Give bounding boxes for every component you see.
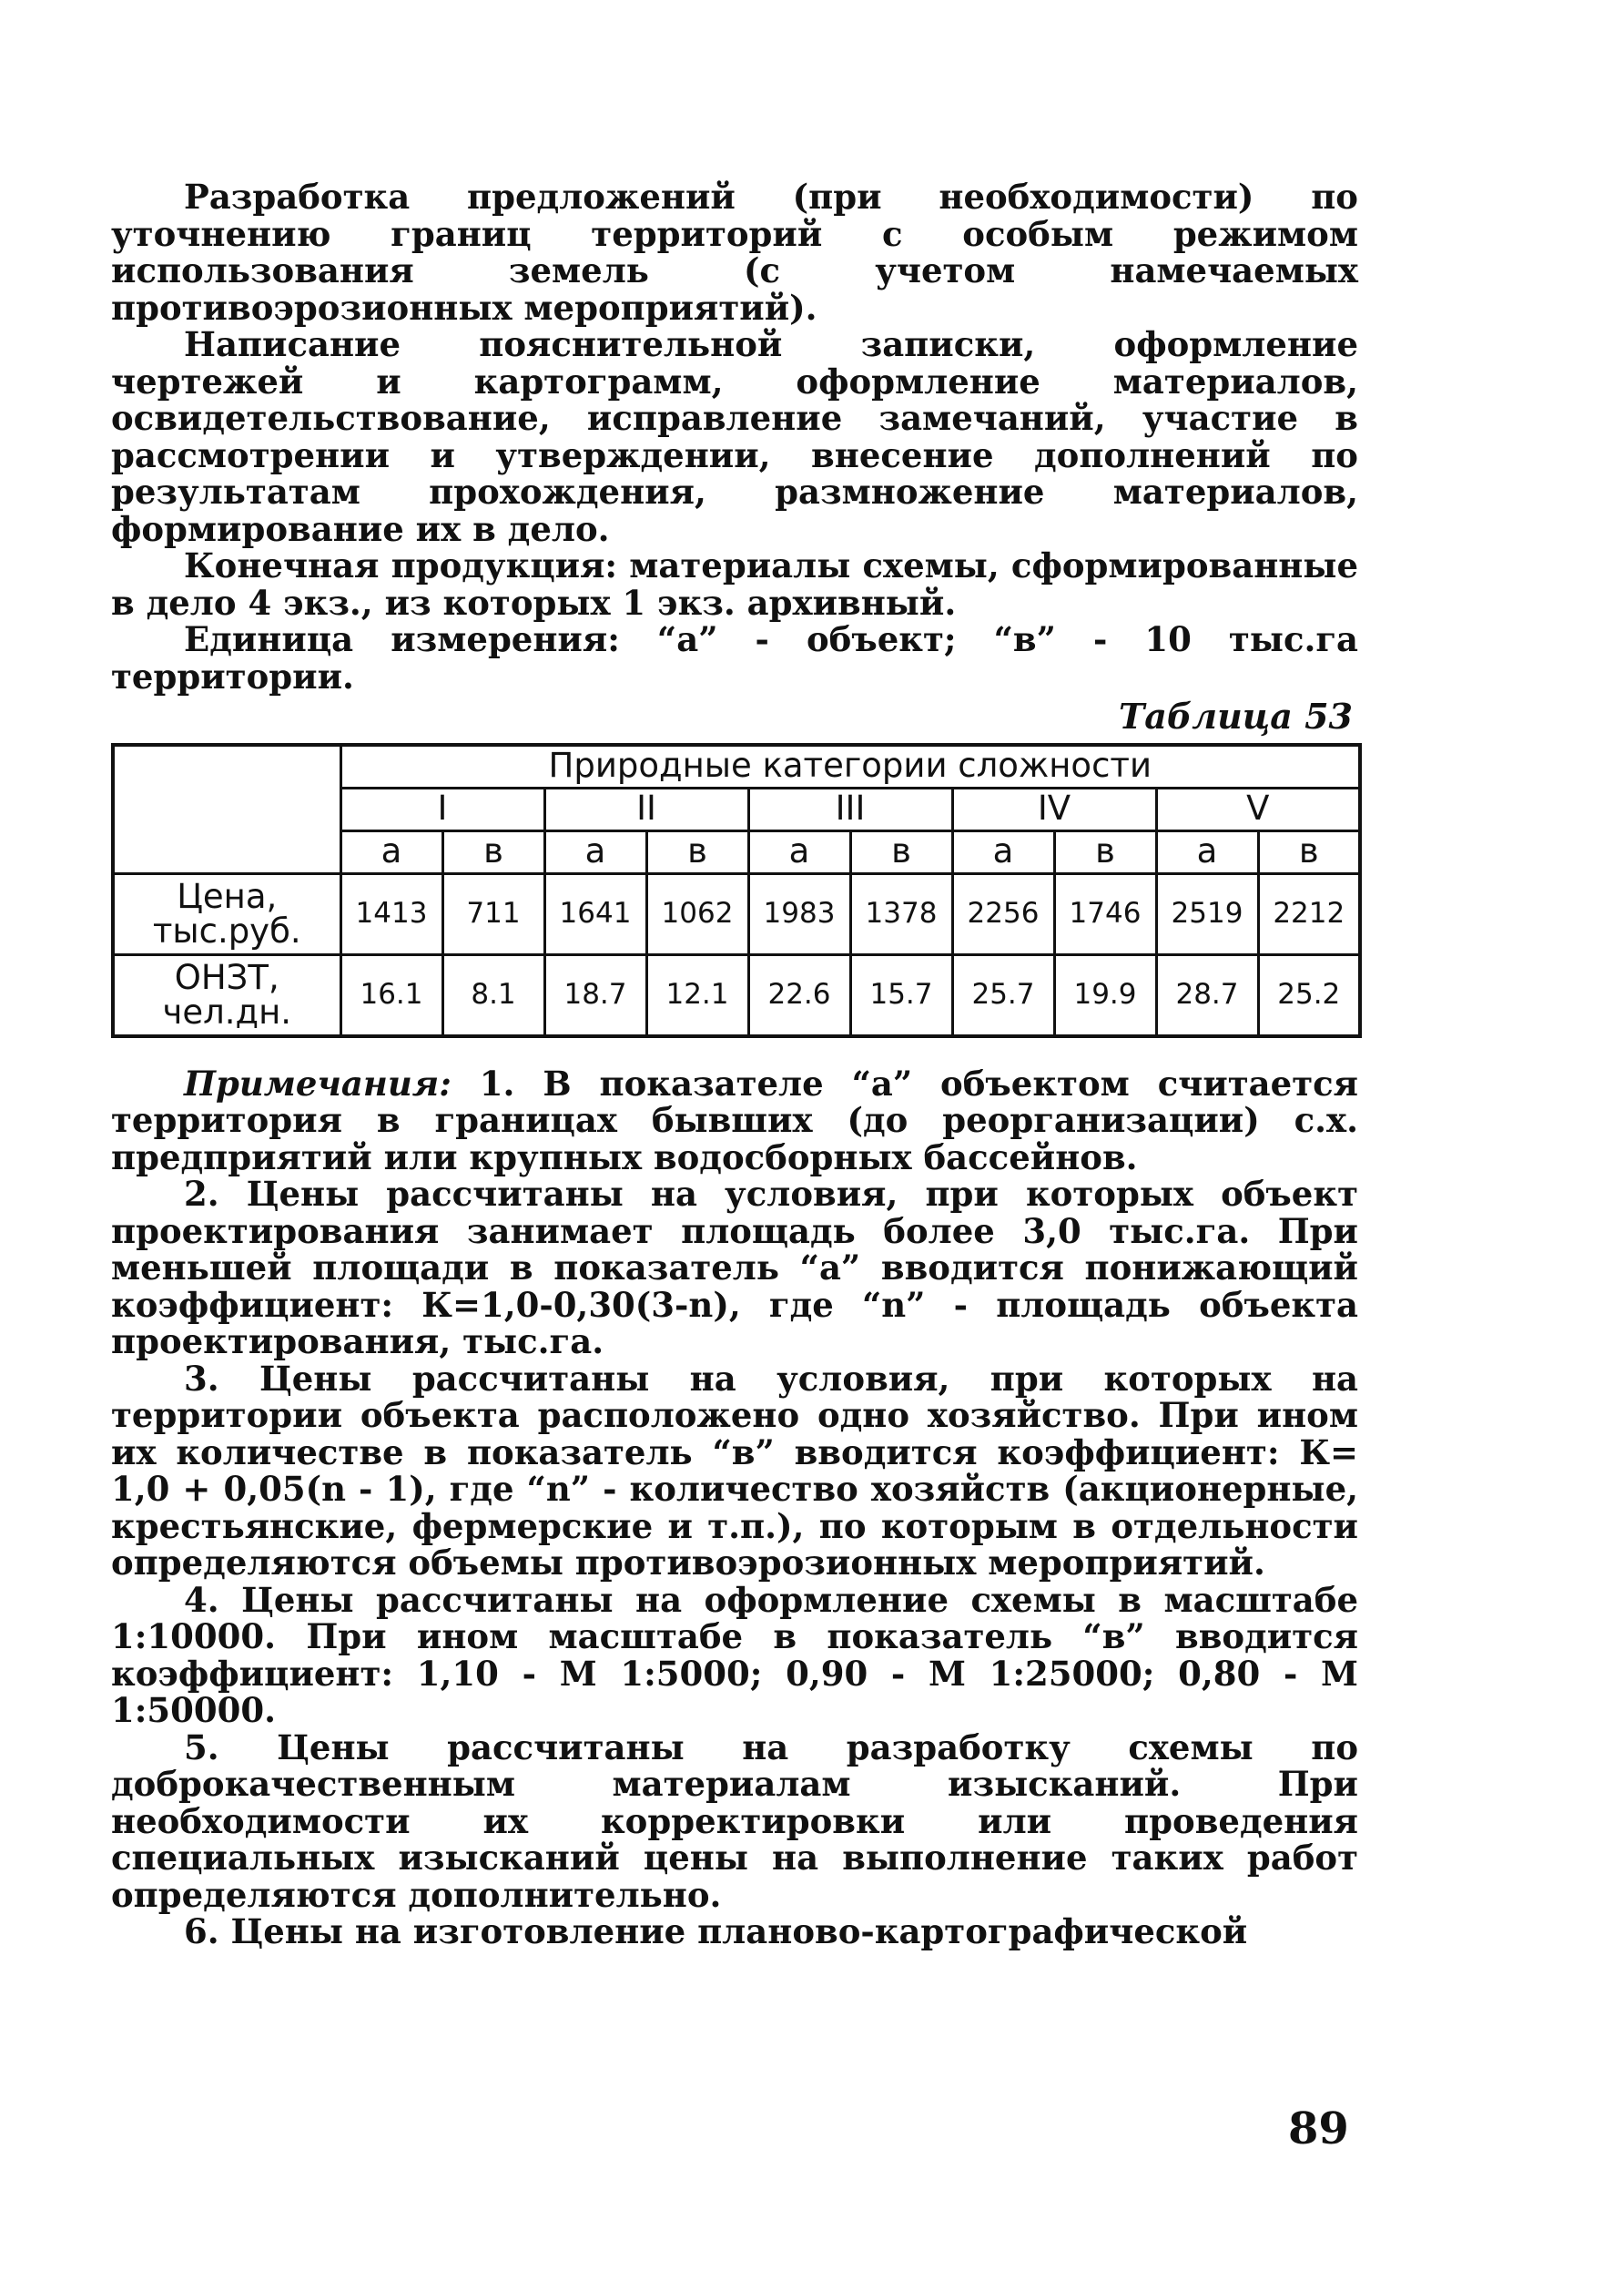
table-cell: 8.1 (442, 954, 544, 1036)
table-cell: 1746 (1054, 873, 1156, 954)
table-cell: 1378 (850, 873, 952, 954)
paragraph-unit-of-measure: Единица измерения: “а” - объект; “в” - 10 тыс.га территории. (111, 619, 1358, 697)
note-3: 3. Цены рассчитаны на условия, при которых на территории объекта расположено одно хозяйство. При ином их количестве в показатель “в” вводится коэффициент: К= 1,0 + 0,05(n - 1), где “n” - количество хозяйств (акционерные, крестьянские, фермерские и т.п.), по которым в отдельности определяются объемы противоэрозионных мероприятий. (111, 1358, 1358, 1583)
row-label-labor (113, 954, 340, 1036)
table-cell: 1983 (748, 873, 850, 954)
category-ii: II (544, 788, 748, 830)
table-header-row (113, 745, 1360, 789)
note-1 (111, 1065, 1358, 1176)
subheader-v: в (1258, 830, 1360, 873)
subheader-a: а (952, 830, 1054, 873)
table-cell: 22.6 (748, 954, 850, 1036)
table-cell: 28.7 (1156, 954, 1258, 1036)
table-corner-cell (113, 745, 340, 874)
price-table (111, 743, 1362, 1038)
table-cell: 2256 (952, 873, 1054, 954)
subheader-v: в (442, 830, 544, 873)
table-cell: 19.9 (1054, 954, 1156, 1036)
row-label-line: тыс.руб. (152, 911, 301, 951)
paragraph-final-product: Конечная продукция: материалы схемы, сформированные в дело 4 экз., из которых 1 экз. архивный. (111, 545, 1358, 623)
note-1-text: 1. В показателе “а” объектом считается территория в границах бывших (до реорганизации) с.х. предприятий или крупных водосборных бассейнов. (111, 1063, 1358, 1177)
note-6: 6. Цены на изготовление планово-картографической (184, 1911, 1248, 1951)
table-cell: 25.2 (1258, 954, 1360, 1036)
row-label-price (113, 873, 340, 954)
document-page (111, 178, 1358, 1950)
group-header: Природные категории сложности (340, 745, 1360, 789)
paragraph-explanatory-note: Написание пояснительной записки, оформление чертежей и картограмм, оформление материалов, освидетельствование, исправление замечаний, участие в рассмотрении и утверждении, внесение дополнений по результатам прохождения, размножение материалов, формирование их в дело. (111, 324, 1358, 549)
table-cell: 711 (442, 873, 544, 954)
page-number: 89 (1288, 2103, 1349, 2154)
subheader-v: в (850, 830, 952, 873)
table-row-price (113, 873, 1360, 954)
table-cell: 16.1 (340, 954, 442, 1036)
subheader-a: а (340, 830, 442, 873)
row-label-line: Цена, (177, 876, 278, 916)
row-label-line: ОНЗТ, (174, 957, 279, 997)
category-i: I (340, 788, 544, 830)
table-cell: 12.1 (646, 954, 748, 1036)
paragraph-proposals: Разработка предложений (при необходимости) по уточнению границ территорий с особым режимом использования земель (с учетом намечаемых противоэрозионных мероприятий). (111, 177, 1358, 328)
category-iv: IV (952, 788, 1156, 830)
category-iii: III (748, 788, 952, 830)
table-cell: 1062 (646, 873, 748, 954)
note-5: 5. Цены рассчитаны на разработку схемы по доброкачественным материалам изысканий. При необходимости их корректировки или проведения специальных изысканий цены на выполнение таких работ определяются дополнительно. (111, 1726, 1358, 1915)
note-4: 4. Цены рассчитаны на оформление схемы в масштабе 1:10000. При ином масштабе в показатель “в” вводится коэффициент: 1,10 - М 1:5000; 0,90 - М 1:25000; 0,80 - М 1:50000. (111, 1579, 1358, 1730)
notes-lead: Примечания: (184, 1063, 452, 1104)
note-2: 2. Цены рассчитаны на условия, при которых объект проектирования занимает площадь более 3,0 тыс.га. При меньшей площади в показатель “а” вводится понижающий коэффициент: К=1,0-0,30(3-n), где “n” - площадь объекта проектирования, тыс.га. (111, 1174, 1358, 1361)
category-v: V (1156, 788, 1360, 830)
table-cell: 15.7 (850, 954, 952, 1036)
table-cell: 2519 (1156, 873, 1258, 954)
subheader-a: а (748, 830, 850, 873)
table-cell: 18.7 (544, 954, 646, 1036)
table-caption: Таблица 53 (1118, 696, 1353, 737)
table-cell: 1641 (544, 873, 646, 954)
subheader-a: а (544, 830, 646, 873)
subheader-v: в (646, 830, 748, 873)
table-cell: 25.7 (952, 954, 1054, 1036)
table-cell: 2212 (1258, 873, 1360, 954)
notes-section (111, 1065, 1358, 1950)
subheader-v: в (1054, 830, 1156, 873)
table-cell: 1413 (340, 873, 442, 954)
table-row-labor (113, 954, 1360, 1036)
subheader-a: а (1156, 830, 1258, 873)
row-label-line: чел.дн. (162, 992, 292, 1032)
